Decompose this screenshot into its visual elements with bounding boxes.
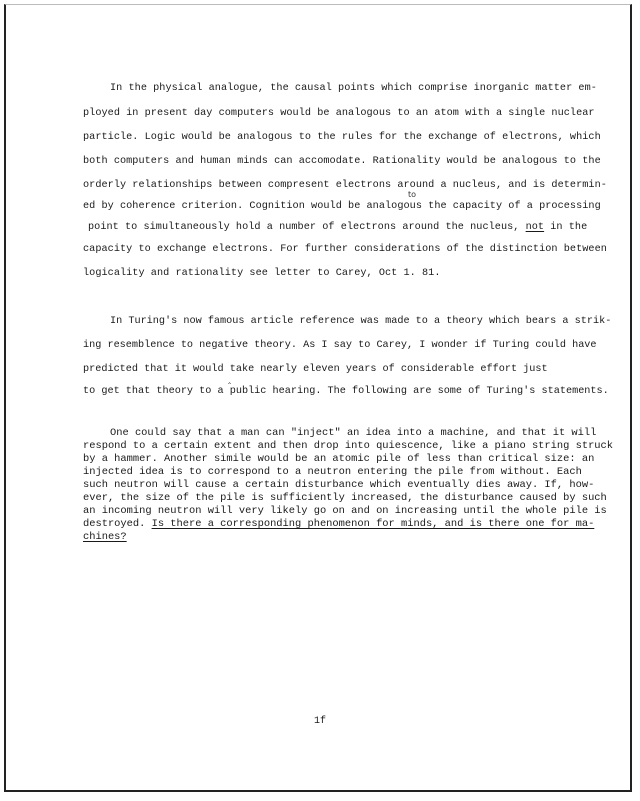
text-line: ed by coherence criterion. Cognition would be analogous the capacity of a processing [83, 201, 601, 212]
quote-line [83, 518, 603, 531]
underlined-question: Is there a corresponding phenomenon for minds, and is there one for ma- [151, 518, 595, 530]
quote-line: chines? [83, 531, 127, 543]
text-line: logicality and rationality see letter to Carey, Oct 1. 81. [83, 268, 441, 279]
quote-line: One could say that a man can "inject" an idea into a machine, and that it will [110, 427, 597, 439]
page-number: 1f [314, 716, 327, 727]
text-line: In Turing's now famous article reference was made to a theory which bears a strik- [110, 316, 612, 327]
quote-line: respond to a certain extent and then drop into quiescence, like a piano string struck [83, 440, 614, 452]
caret-mark: ‸ [228, 375, 232, 385]
quote-line: an incoming neutron will very likely go on and on increasing until the whole pile is [83, 505, 607, 517]
text-segment: in the [544, 222, 588, 233]
quote-line: by a hammer. Another simile would be an atomic pile of less than critical size: an [83, 453, 595, 465]
quote-line: such neutron will cause a certain disturbance which eventually dies away. If, how- [83, 479, 595, 491]
text-line: particle. Logic would be analogous to the rules for the exchange of electrons, which [83, 132, 601, 143]
text-segment: destroyed. [83, 518, 152, 530]
text-line: ing resemblence to negative theory. As I say to Carey, I wonder if Turing could have [83, 340, 597, 351]
underlined-word: not [525, 222, 545, 233]
text-line: both computers and human minds can accomodate. Rationality would be analogous to the [83, 156, 601, 167]
text-line: orderly relationships between compresent electrons around a nucleus, and is determin- [83, 180, 607, 191]
text-segment: point to simultaneously hold a number of electrons around the nucleus, [88, 222, 526, 233]
text-line: predicted that it would take nearly eleven years of considerable effort just [83, 364, 548, 375]
quote-line: ever, the size of the pile is sufficiently increased, the disturbance caused by such [83, 492, 607, 504]
text-line: ployed in present day computers would be analogous to an atom with a single nuclear [83, 108, 595, 119]
handwritten-insertion-mark: to [408, 190, 417, 199]
text-line: capacity to exchange electrons. For further considerations of the distinction between [83, 244, 607, 255]
text-line: In the physical analogue, the causal points which comprise inorganic matter em- [110, 83, 597, 94]
text-line: to get that theory to a public hearing. The following are some of Turing's statements. [83, 386, 609, 397]
text-line [88, 220, 608, 236]
quote-line: injected idea is to correspond to a neutron entering the pile from without. Each [83, 466, 582, 478]
